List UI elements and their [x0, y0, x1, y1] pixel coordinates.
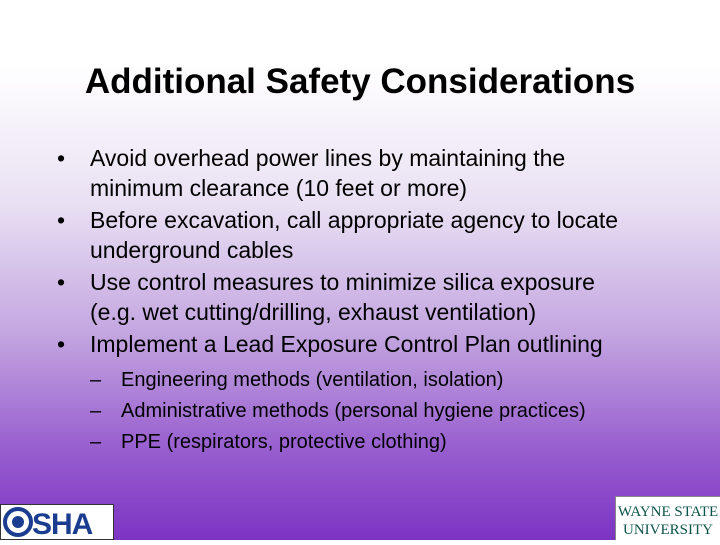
bullet-dot: •	[57, 269, 66, 295]
sub-bullet-text: Engineering methods (ventilation, isolation)	[121, 369, 504, 391]
sub-bullet-dash: –	[90, 400, 102, 422]
bullet-line: (e.g. wet cutting/drilling, exhaust ventilation)	[90, 299, 537, 325]
bullet-line: Before excavation, call appropriate agency to locate	[90, 207, 619, 233]
wayne-state-logo	[615, 496, 720, 540]
bullet-dot: •	[57, 331, 66, 357]
bullet-line: Implement a Lead Exposure Control Plan outlining	[90, 331, 603, 357]
bullet-line: underground cables	[90, 237, 294, 263]
bullet-list	[54, 143, 704, 460]
wayne-state-logo-line2: UNIVERSITY	[623, 522, 713, 538]
slide-title: Additional Safety Considerations	[84, 62, 636, 101]
bullet-dot: •	[57, 145, 66, 171]
bullet-line: Avoid overhead power lines by maintaining the	[90, 145, 566, 171]
sub-bullet-text: Administrative methods (personal hygiene practices)	[121, 400, 586, 422]
wayne-state-logo-svg	[616, 497, 720, 540]
bullet-item	[54, 329, 704, 458]
wayne-state-logo-line1: WAYNE STATE	[617, 504, 719, 520]
sub-bullet-item	[90, 396, 704, 427]
sub-bullet-dash: –	[90, 431, 102, 453]
osha-logo-core	[12, 516, 24, 528]
bullet-item	[54, 267, 704, 327]
sub-bullet-dash: –	[90, 369, 102, 391]
bullet-dot: •	[57, 207, 66, 233]
bullet-line: Use control measures to minimize silica exposure	[90, 269, 595, 295]
sub-bullet-list	[90, 365, 704, 458]
osha-logo-svg	[1, 505, 113, 539]
bullet-item	[54, 205, 704, 265]
sub-bullet-text: PPE (respirators, protective clothing)	[121, 431, 447, 453]
bullet-item	[54, 143, 704, 203]
sub-bullet-item	[90, 365, 704, 396]
osha-logo	[0, 504, 114, 540]
osha-logo-text: SHA	[32, 508, 93, 539]
bullet-line: minimum clearance (10 feet or more)	[90, 175, 468, 201]
sub-bullet-item	[90, 427, 704, 458]
